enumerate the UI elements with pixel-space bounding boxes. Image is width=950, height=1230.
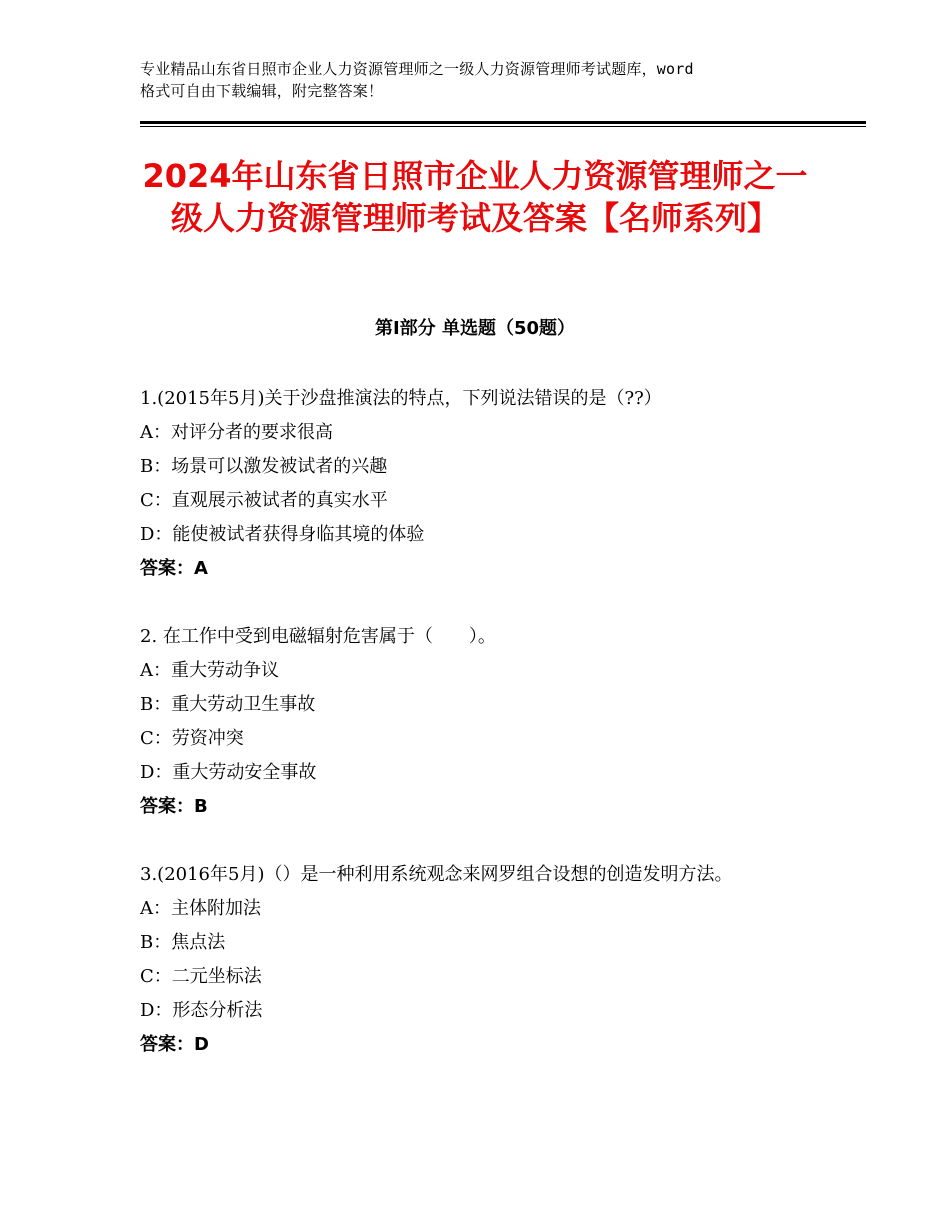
document-title: 2024年山东省日照市企业人力资源管理师之一级人力资源管理师考试及答案【名师系列】 [142, 157, 808, 237]
option-b: B：焦点法 [140, 932, 226, 953]
option-d: D：形态分析法 [140, 1000, 263, 1021]
option-d: D：能使被试者获得身临其境的体验 [140, 524, 425, 545]
option-b: B：场景可以激发被试者的兴趣 [140, 456, 388, 477]
answer-label: 答案：D [140, 1034, 209, 1055]
question-3 [140, 858, 810, 1062]
question-stem: 1.(2015年5月)关于沙盘推演法的特点，下列说法错误的是（??） [140, 388, 662, 409]
question-2 [140, 620, 810, 824]
option-d: D：重大劳动安全事故 [140, 762, 317, 783]
option-a: A：重大劳动争议 [140, 660, 279, 681]
header-divider [140, 121, 866, 127]
option-c: C：劳资冲突 [140, 728, 244, 749]
option-a: A：对评分者的要求很高 [140, 422, 333, 443]
question-stem: 3.(2016年5月)（）是一种利用系统观念来网罗组合设想的创造发明方法。 [140, 864, 733, 885]
option-c: C：二元坐标法 [140, 966, 262, 987]
answer-label: 答案：A [140, 558, 208, 579]
header-note-line-2: 格式可自由下载编辑，附完整答案！ [140, 82, 384, 100]
header-note-line-1: 专业精品山东省日照市企业人力资源管理师之一级人力资源管理师考试题库，word [140, 60, 694, 78]
option-b: B：重大劳动卫生事故 [140, 694, 316, 715]
question-stem: 2. 在工作中受到电磁辐射危害属于（ ）。 [140, 626, 496, 647]
question-1 [140, 382, 810, 586]
answer-label: 答案：B [140, 796, 208, 817]
option-c: C：直观展示被试者的真实水平 [140, 490, 388, 511]
option-a: A：主体附加法 [140, 898, 261, 919]
section-heading: 第Ⅰ部分 单选题（50题） [374, 318, 575, 339]
header-note [140, 58, 830, 102]
